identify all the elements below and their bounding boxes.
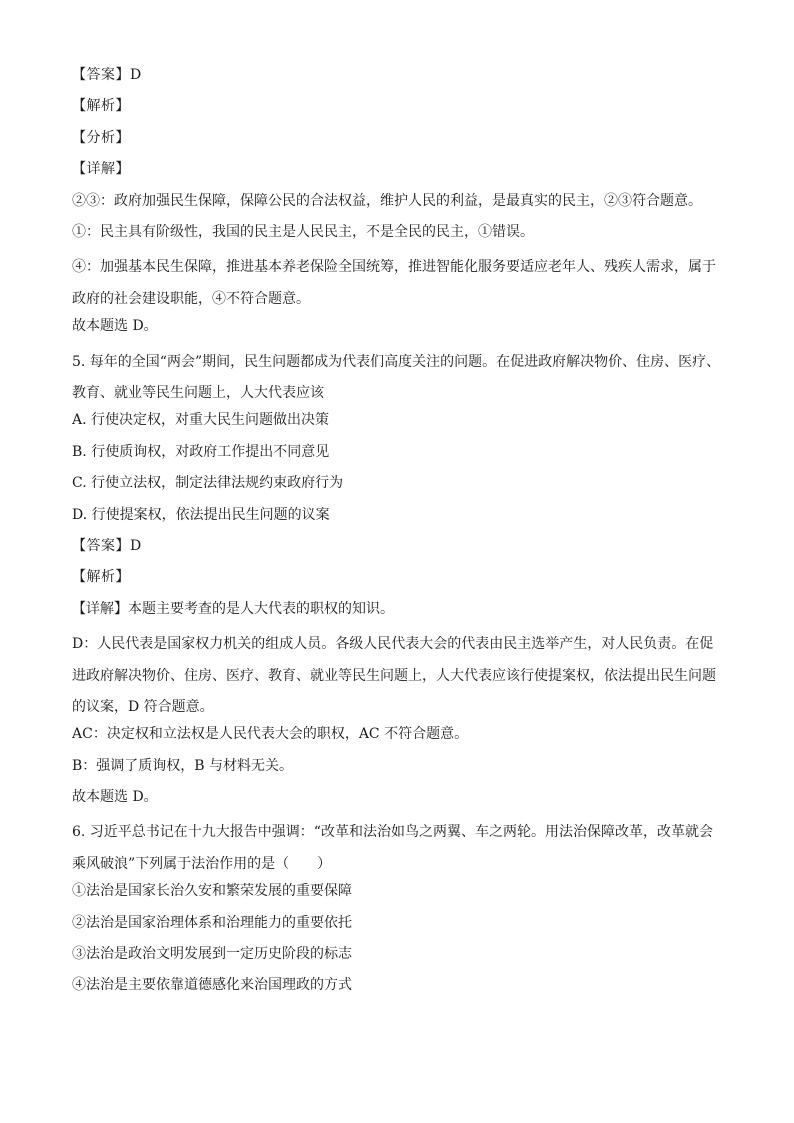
q5-explanation-2: AC：决定权和立法权是人民代表大会的职权，AC 不符合题意。 — [72, 726, 469, 743]
q4-explanation-3: ④：加强基本民生保障，推进基本养老保险全国统筹，推进智能化服务要适应老年人、残疾人需求，属于政府的社会建设职能，④不符合题意。 — [72, 259, 716, 307]
q5-answer: 【答案】D — [72, 537, 142, 554]
q6-item-1: ①法治是国家长治久安和繁荣发展的重要保障 — [72, 883, 352, 900]
q5-analysis-heading: 【解析】 — [72, 569, 130, 586]
q4-answer: 【答案】D — [72, 67, 142, 83]
q4-explanation-1: ②③：政府加强民生保障，保障公民的合法权益，维护人民的利益，是最真实的民主，②③符合题意。 — [72, 192, 702, 209]
q4-conclusion: 故本题选 D。 — [72, 318, 158, 335]
q4-fenxi-heading: 【分析】 — [72, 129, 130, 146]
q5-xiangjie: 【详解】本题主要考查的是人大代表的职权的知识。 — [72, 600, 394, 617]
q4-explanation-2: ①：民主具有阶级性，我国的民主是人民民主，不是全民的民主，①错误。 — [72, 223, 534, 240]
q6-item-4: ④法治是主要依靠道德感化来治国理政的方式 — [72, 977, 352, 994]
q5-option-b: B. 行使质询权，对政府工作提出不同意见 — [72, 443, 330, 460]
q5-stem: 5. 每年的全国“两会”期间，民生问题都成为代表们高度关注的问题。在促进政府解决物价、住房、医疗、教育、就业等民生问题上，人大代表应该 — [72, 353, 721, 401]
q5-option-d: D. 行使提案权，依法提出民生问题的议案 — [72, 506, 330, 523]
q6-item-3: ③法治是政治文明发展到一定历史阶段的标志 — [72, 946, 352, 963]
q5-explanation-1: D：人民代表是国家权力机关的组成人员。各级人民代表大会的代表由民主选举产生，对人民负责。在促进政府解决物价、住房、医疗、教育、就业等民生问题上，人大代表应该行使提案权，依法提出民生问题的议案，D 符合题意。 — [72, 636, 716, 715]
q6-item-2: ②法治是国家治理体系和治理能力的重要依托 — [72, 914, 352, 931]
q5-option-c: C. 行使立法权，制定法律法规约束政府行为 — [72, 475, 344, 492]
q5-explanation-3: B：强调了质询权，B 与材料无关。 — [72, 757, 294, 774]
q5-conclusion: 故本题选 D。 — [72, 789, 158, 806]
document-page — [72, 64, 722, 1006]
q6-stem: 6. 习近平总书记在十九大报告中强调：“改革和法治如鸟之两翼、车之两轮。用法治保障改革，改革就会乘风破浪”下列属于法治作用的是（ ） — [72, 824, 713, 872]
q5-option-a: A. 行使决定权，对重大民生问题做出决策 — [72, 412, 330, 429]
q4-analysis-heading: 【解析】 — [72, 98, 130, 115]
q4-xiangjie-heading: 【详解】 — [72, 161, 130, 178]
